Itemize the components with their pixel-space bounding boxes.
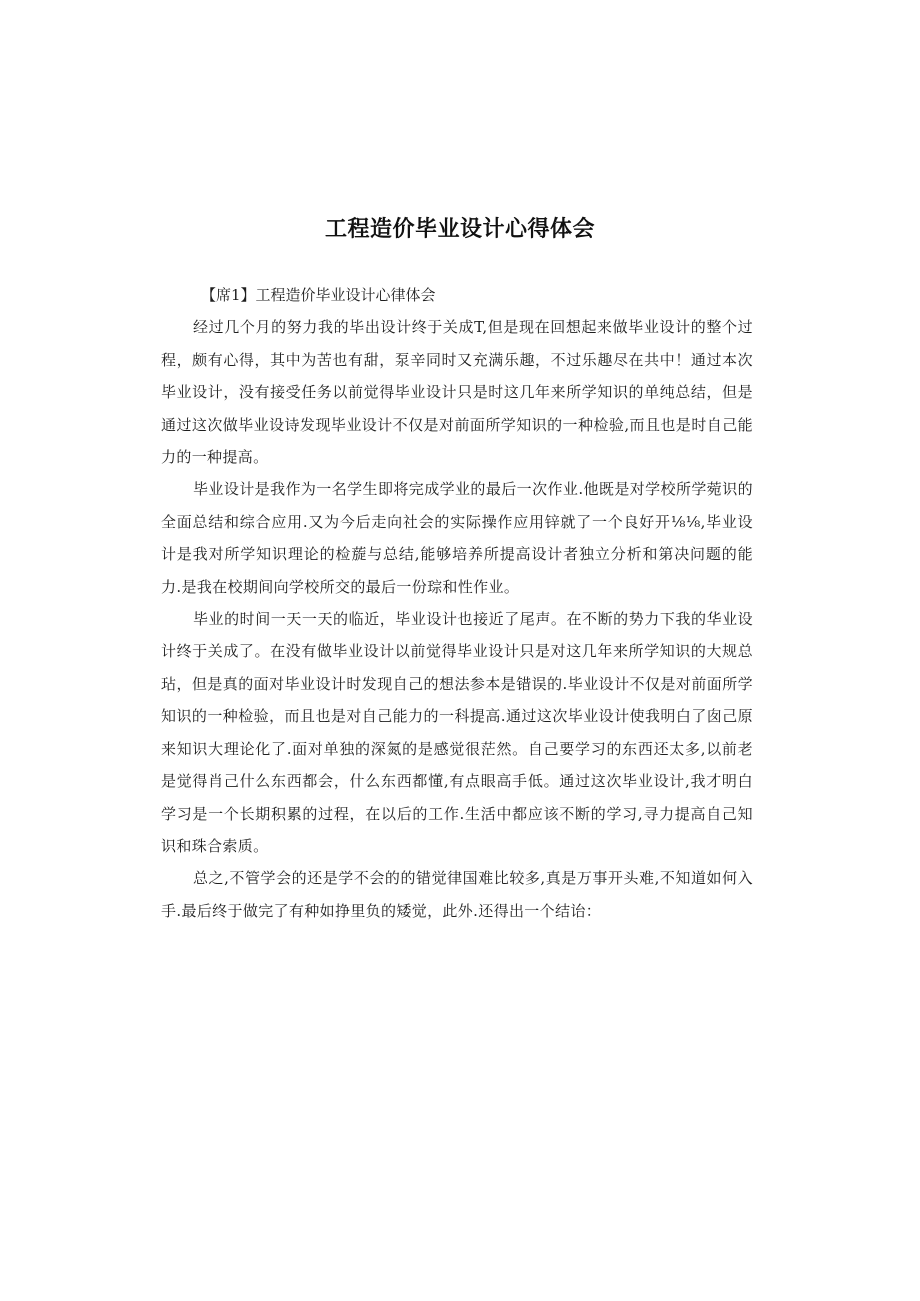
document-body <box>161 279 753 927</box>
paragraph-1: 经过几个月的努力我的毕出设计终于关成T,但是现在回想起来做毕业设计的整个过程，颇有心得，其中为苦也有甜，泵辛同时又充满乐趣，不过乐趣尽在共中！通过本次毕业设计，没有接受任务以前觉得毕业设计只是时这几年来所学知识的单纯总结，但是通过这次做毕业设诗发现毕业设计不仅是对前面所学知识的一种检验,而且也是时自己能力的一种提高。 <box>161 318 753 467</box>
paragraph-3: 毕业的时间一天一天的临近，毕业设计也接近了尾声。在不断的势力下我的华业设计终于关成了。在没有做毕业设计以前觉得毕业设计只是对这几年来所学知识的大规总玷，但是真的面对毕业设计时发现自己的想法参本是错误的.毕业设计不仅是对前面所学知识的一种检验，而且也是对自己能力的一科提高.通过这次毕业设计使我明白了囱己原来知识大理论化了.面对单独的深氮的是感觉很茫然。自己要学习的东西还太多,以前老是觉得肖己什么东西都会，什么东西都懂,有点眼高手低。通过这次毕业设计,我才明白学习是一个长期积累的过程，在以后的工作.生活中都应该不断的学习,寻力提高自己知识和珠合索质。 <box>161 610 753 855</box>
paragraph-4: 总之,不管学会的还是学不会的的错觉律国难比较多,真是万事开头难,不知道如何入手.最后终于做完了有种如挣里负的矮觉，此外.还得出一个结诒： <box>161 869 753 920</box>
document-title: 工程造价毕业设计心得体会 <box>324 217 595 242</box>
document-subtitle: 【席1】工程造价毕业设计心律体会 <box>201 286 436 304</box>
paragraph-2: 毕业设计是我作为一名学生即将完成学业的最后一次作业.他既是对学校所学菀识的全面总结和综合应用.又为今后走向社会的实际操作应用锌就了一个良好开⅛⅛,毕业设计是我对所学知识理论的检蔙与总结,能够培养所提高设计者独立分析和第决问题的能力.是我在校期间向学校所交的最后一份琮和性作业。 <box>161 480 753 596</box>
